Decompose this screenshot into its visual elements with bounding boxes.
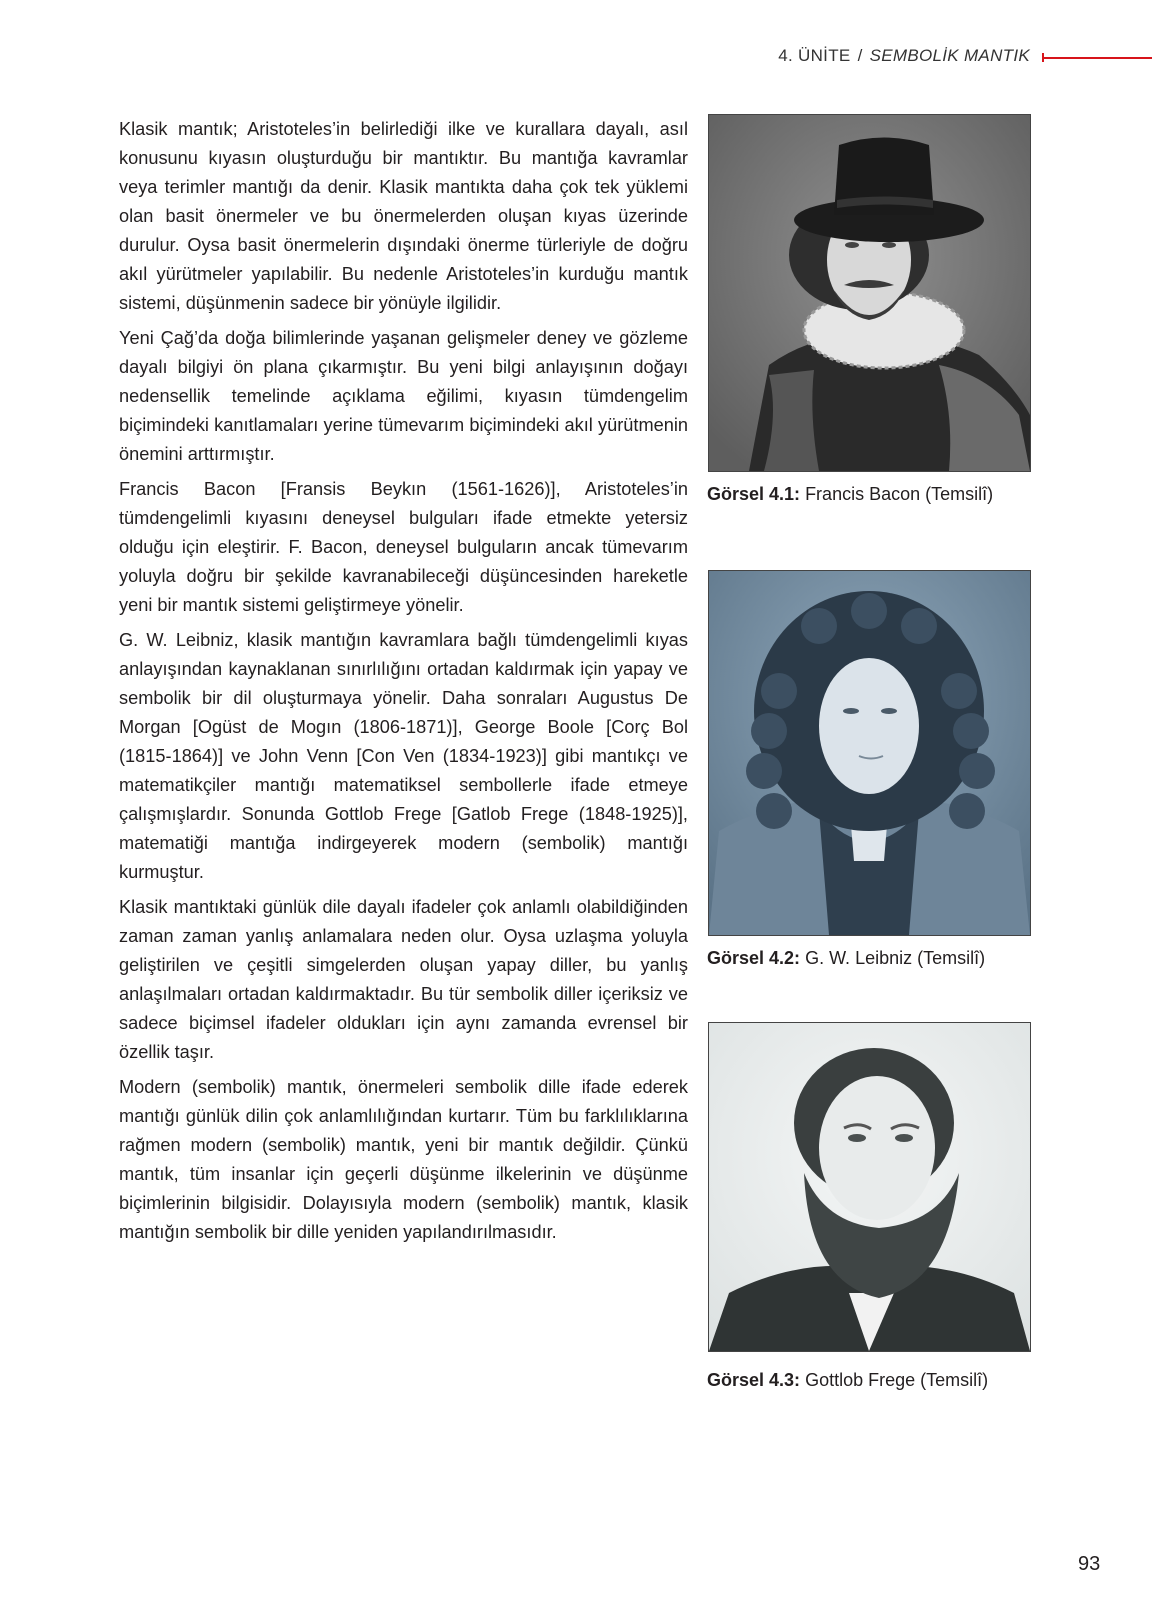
figure-label: Görsel 4.3: bbox=[707, 1370, 801, 1390]
unit-label: 4. ÜNİTE bbox=[778, 46, 851, 65]
figure-caption bbox=[707, 484, 1031, 505]
portrait-leibniz-image bbox=[709, 571, 1030, 935]
page-number: 93 bbox=[1078, 1553, 1101, 1575]
portrait-leibniz bbox=[708, 570, 1031, 936]
paragraph-modern-logic: Modern (sembolik) mantık, önermeleri sembolik dille ifade ederek mantığı günlük dilin çok anlamlılığından kurtarır. Tüm bu farklılıklarına rağmen modern (sembolik) mantık, yeni bir mantık değildir. Çünkü mantık, tüm insanlar için geçerli düşünme ilkelerinin ve düşünme biçimlerinin bilgisidir. Dolayısıyla modern (sembolik) mantık, klasik mantığın sembolik bir dille yeniden yapılandırılmasıdır. bbox=[119, 1077, 688, 1242]
header-separator: / bbox=[857, 46, 863, 65]
figure-leibniz bbox=[708, 570, 1031, 969]
portrait-francis-bacon bbox=[708, 114, 1031, 472]
figure-label: Görsel 4.1: bbox=[707, 484, 801, 504]
paragraph-leibniz: G. W. Leibniz, klasik mantığın kavramlara bağlı tümdengelimli kıyas anlayışından kaynaklanan sınırlılığını ortadan kaldırmak için yapay ve sembolik bir dil oluşturmaya yönelir. Daha sonraları Augustus De Morgan [Ogüst de Mogın (1806-1871)], George Boole [Corç Bol (1815-1864)] ve John Venn [Con Ven (1834-1923)] gibi mantıkçı ve matematikçiler mantığı matematiksel sembollerle ifade etmeye çalışmışlardır. Sonunda Gottlob Frege [Gatlob Frege (1848-1925)], matematiği mantığa indirgeyerek modern (sembolik) mantığı kurmuştur. bbox=[119, 630, 688, 882]
portrait-gottlob-frege-image bbox=[709, 1023, 1030, 1351]
header-rule bbox=[1043, 57, 1152, 59]
topic-title: SEMBOLİK MANTIK bbox=[869, 46, 1030, 65]
paragraph-bacon: Francis Bacon [Fransis Beykın (1561-1626)], Aristoteles’in tümdengelimli kıyasını deneysel bulguları ifade etmekte yetersiz olduğu için eleştirir. F. Bacon, deneysel bulguların ancak tümevarım yoluyla doğru bir şekilde kavranabileceği düşüncesinden hareketle yeni bir mantık sistemi geliştirmeye yönelir. bbox=[119, 479, 688, 615]
body-text-column bbox=[119, 115, 688, 1253]
running-head bbox=[700, 46, 1030, 66]
figure-caption-text: G. W. Leibniz (Temsilî) bbox=[805, 948, 986, 968]
figure-gottlob-frege bbox=[708, 1022, 1031, 1391]
figure-caption-text: Gottlob Frege (Temsilî) bbox=[805, 1370, 989, 1390]
portrait-francis-bacon-image bbox=[709, 115, 1030, 471]
paragraph-new-age: Yeni Çağ’da doğa bilimlerinde yaşanan gelişmeler deney ve gözleme dayalı bilgiyi ön plana çıkarmıştır. Bu yeni bilgi anlayışının doğayı nedensellik temelinde açıklama eğilimi, kıyasın tümdengelim biçimindeki kanıtlamaları yerine tümevarım biçimindeki akıl yürütmenin önemini arttırmıştır. bbox=[119, 328, 688, 464]
figure-caption bbox=[707, 948, 1031, 969]
portrait-gottlob-frege bbox=[708, 1022, 1031, 1352]
paragraph-classical-logic: Klasik mantık; Aristoteles’in belirlediği ilke ve kurallara dayalı, asıl konusunu kıyasın oluşturduğu bir mantıktır. Bu mantığa kavramlar veya terimler mantığı da denir. Klasik mantıkta daha çok tek yüklemi olan basit önermeler ve bu önermelerden oluşan kıyas üzerinde durulur. Oysa basit önermelerin dışındaki önerme türleriyle de doğru akıl yürütmeler yapılabilir. Bu nedenle Aristoteles’in kurduğu mantık sistemi, düşünmenin sadece bir yönüyle ilgilidir. bbox=[119, 119, 688, 313]
figure-caption bbox=[707, 1370, 1031, 1391]
figure-francis-bacon bbox=[708, 114, 1031, 505]
figure-caption-text: Francis Bacon (Temsilî) bbox=[805, 484, 994, 504]
figure-label: Görsel 4.2: bbox=[707, 948, 801, 968]
paragraph-artificial-languages: Klasik mantıktaki günlük dile dayalı ifadeler çok anlamlı olabildiğinden zaman zaman yanlış anlamalara neden olur. Oysa uzlaşma yoluyla geliştirilen ve çeşitli simgelerden oluşan yapay diller, bu yanlış anlaşılmaları ortadan kaldırmaktadır. Bu tür sembolik diller içeriksiz ve sadece biçimsel ifadeler oldukları için aynı zamanda evrensel bir özellik taşır. bbox=[119, 897, 688, 1062]
